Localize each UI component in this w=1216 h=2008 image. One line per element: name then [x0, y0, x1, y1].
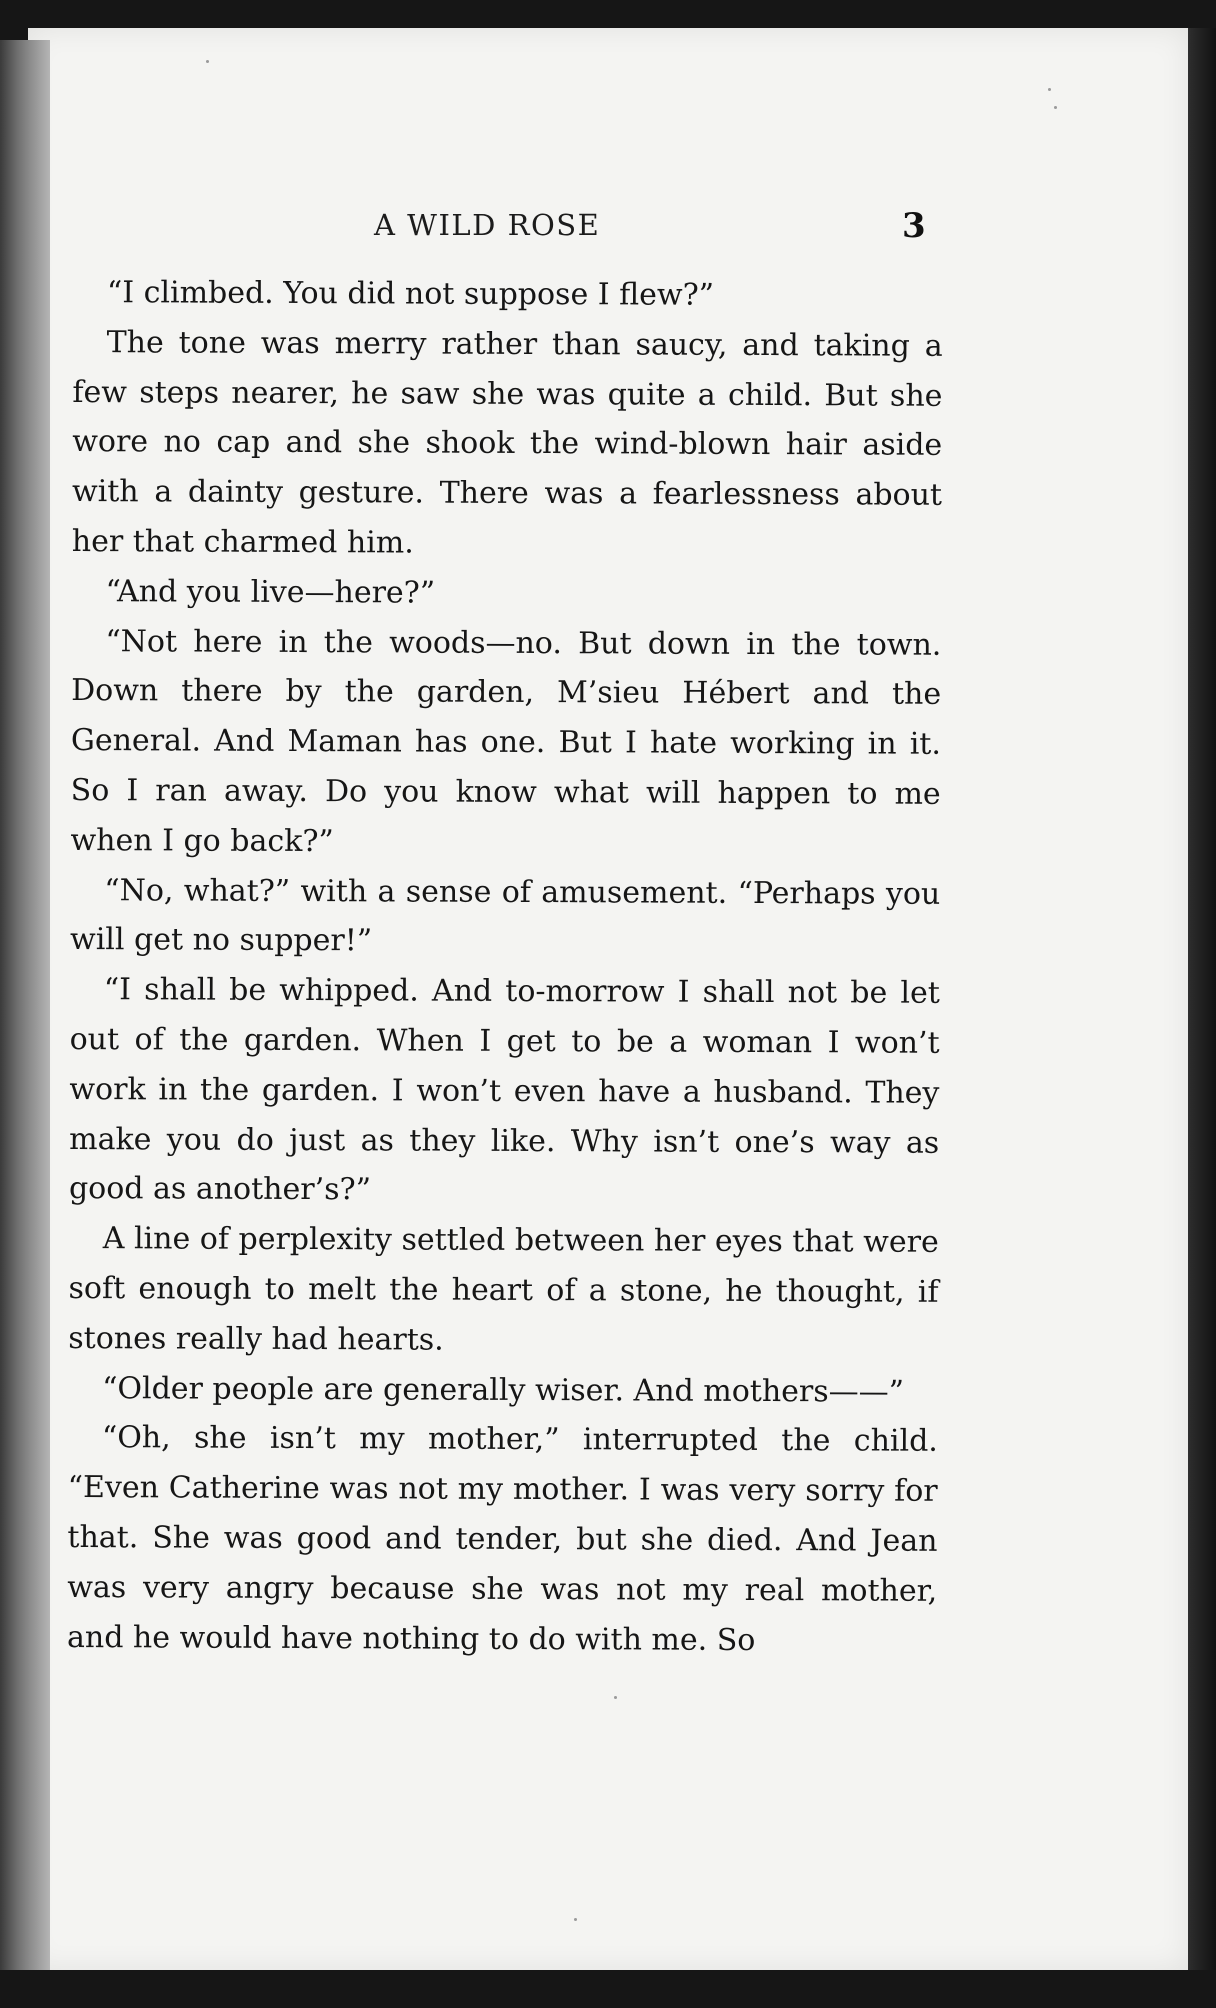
paragraph-2: The tone was merry rather than saucy, and taking a few steps nearer, he saw she was quite a child. But she wore no cap and she shook the wind-blown hair aside with a dainty gesture. There was a fearlessness about her that charmed him. — [71, 324, 943, 561]
page-number: 3 — [902, 206, 926, 246]
page-sheet — [28, 28, 1188, 1970]
body-text — [67, 268, 943, 1666]
page-edge-shadow — [1188, 28, 1216, 1970]
speck — [206, 60, 209, 63]
paragraph-4: “Not here in the woods—no. But down in the town. Down there by the garden, M’sieu Hébert and the General. And Maman has one. But I hate working in it. So I ran away. Do you know what will happen to me when I go back?” — [70, 623, 942, 859]
paragraph-6: “I shall be whipped. And to-morrow I shall not be let out of the garden. When I get to be a woman I won’t work in the garden. I won’t even have a husband. They make you do just as they like. Why isn’t one’s way as good as another’s?” — [68, 972, 940, 1208]
paragraph-5: “No, what?” with a sense of amusement. “Perhaps you will get no supper!” — [69, 872, 941, 959]
paragraph-8: “Older people are generally wiser. And mothers——” — [102, 1370, 905, 1410]
paragraph-7: A line of perplexity settled between her eyes that were soft enough to melt the heart of a stone, he thought, if stones really had hearts. — [68, 1221, 939, 1358]
paragraph-9: “Oh, she isn’t my mother,” interrupted the child. “Even Catherine was not my mother. I was very sorry for that. She was good and tender, but she died. And Jean was very angry because she was not my real mother, and he would have nothing to do with me. So — [66, 1420, 938, 1658]
speck — [574, 1918, 577, 1921]
binding-edge — [0, 40, 50, 1970]
speck — [1054, 106, 1057, 109]
paragraph-1: “I climbed. You did not suppose I flew?” — [106, 275, 715, 313]
page-header — [28, 208, 1188, 248]
running-head: A WILD ROSE — [374, 208, 601, 242]
paragraph-3: “And you live—here?” — [105, 573, 436, 611]
speck — [614, 1696, 617, 1699]
speck — [1048, 88, 1051, 91]
